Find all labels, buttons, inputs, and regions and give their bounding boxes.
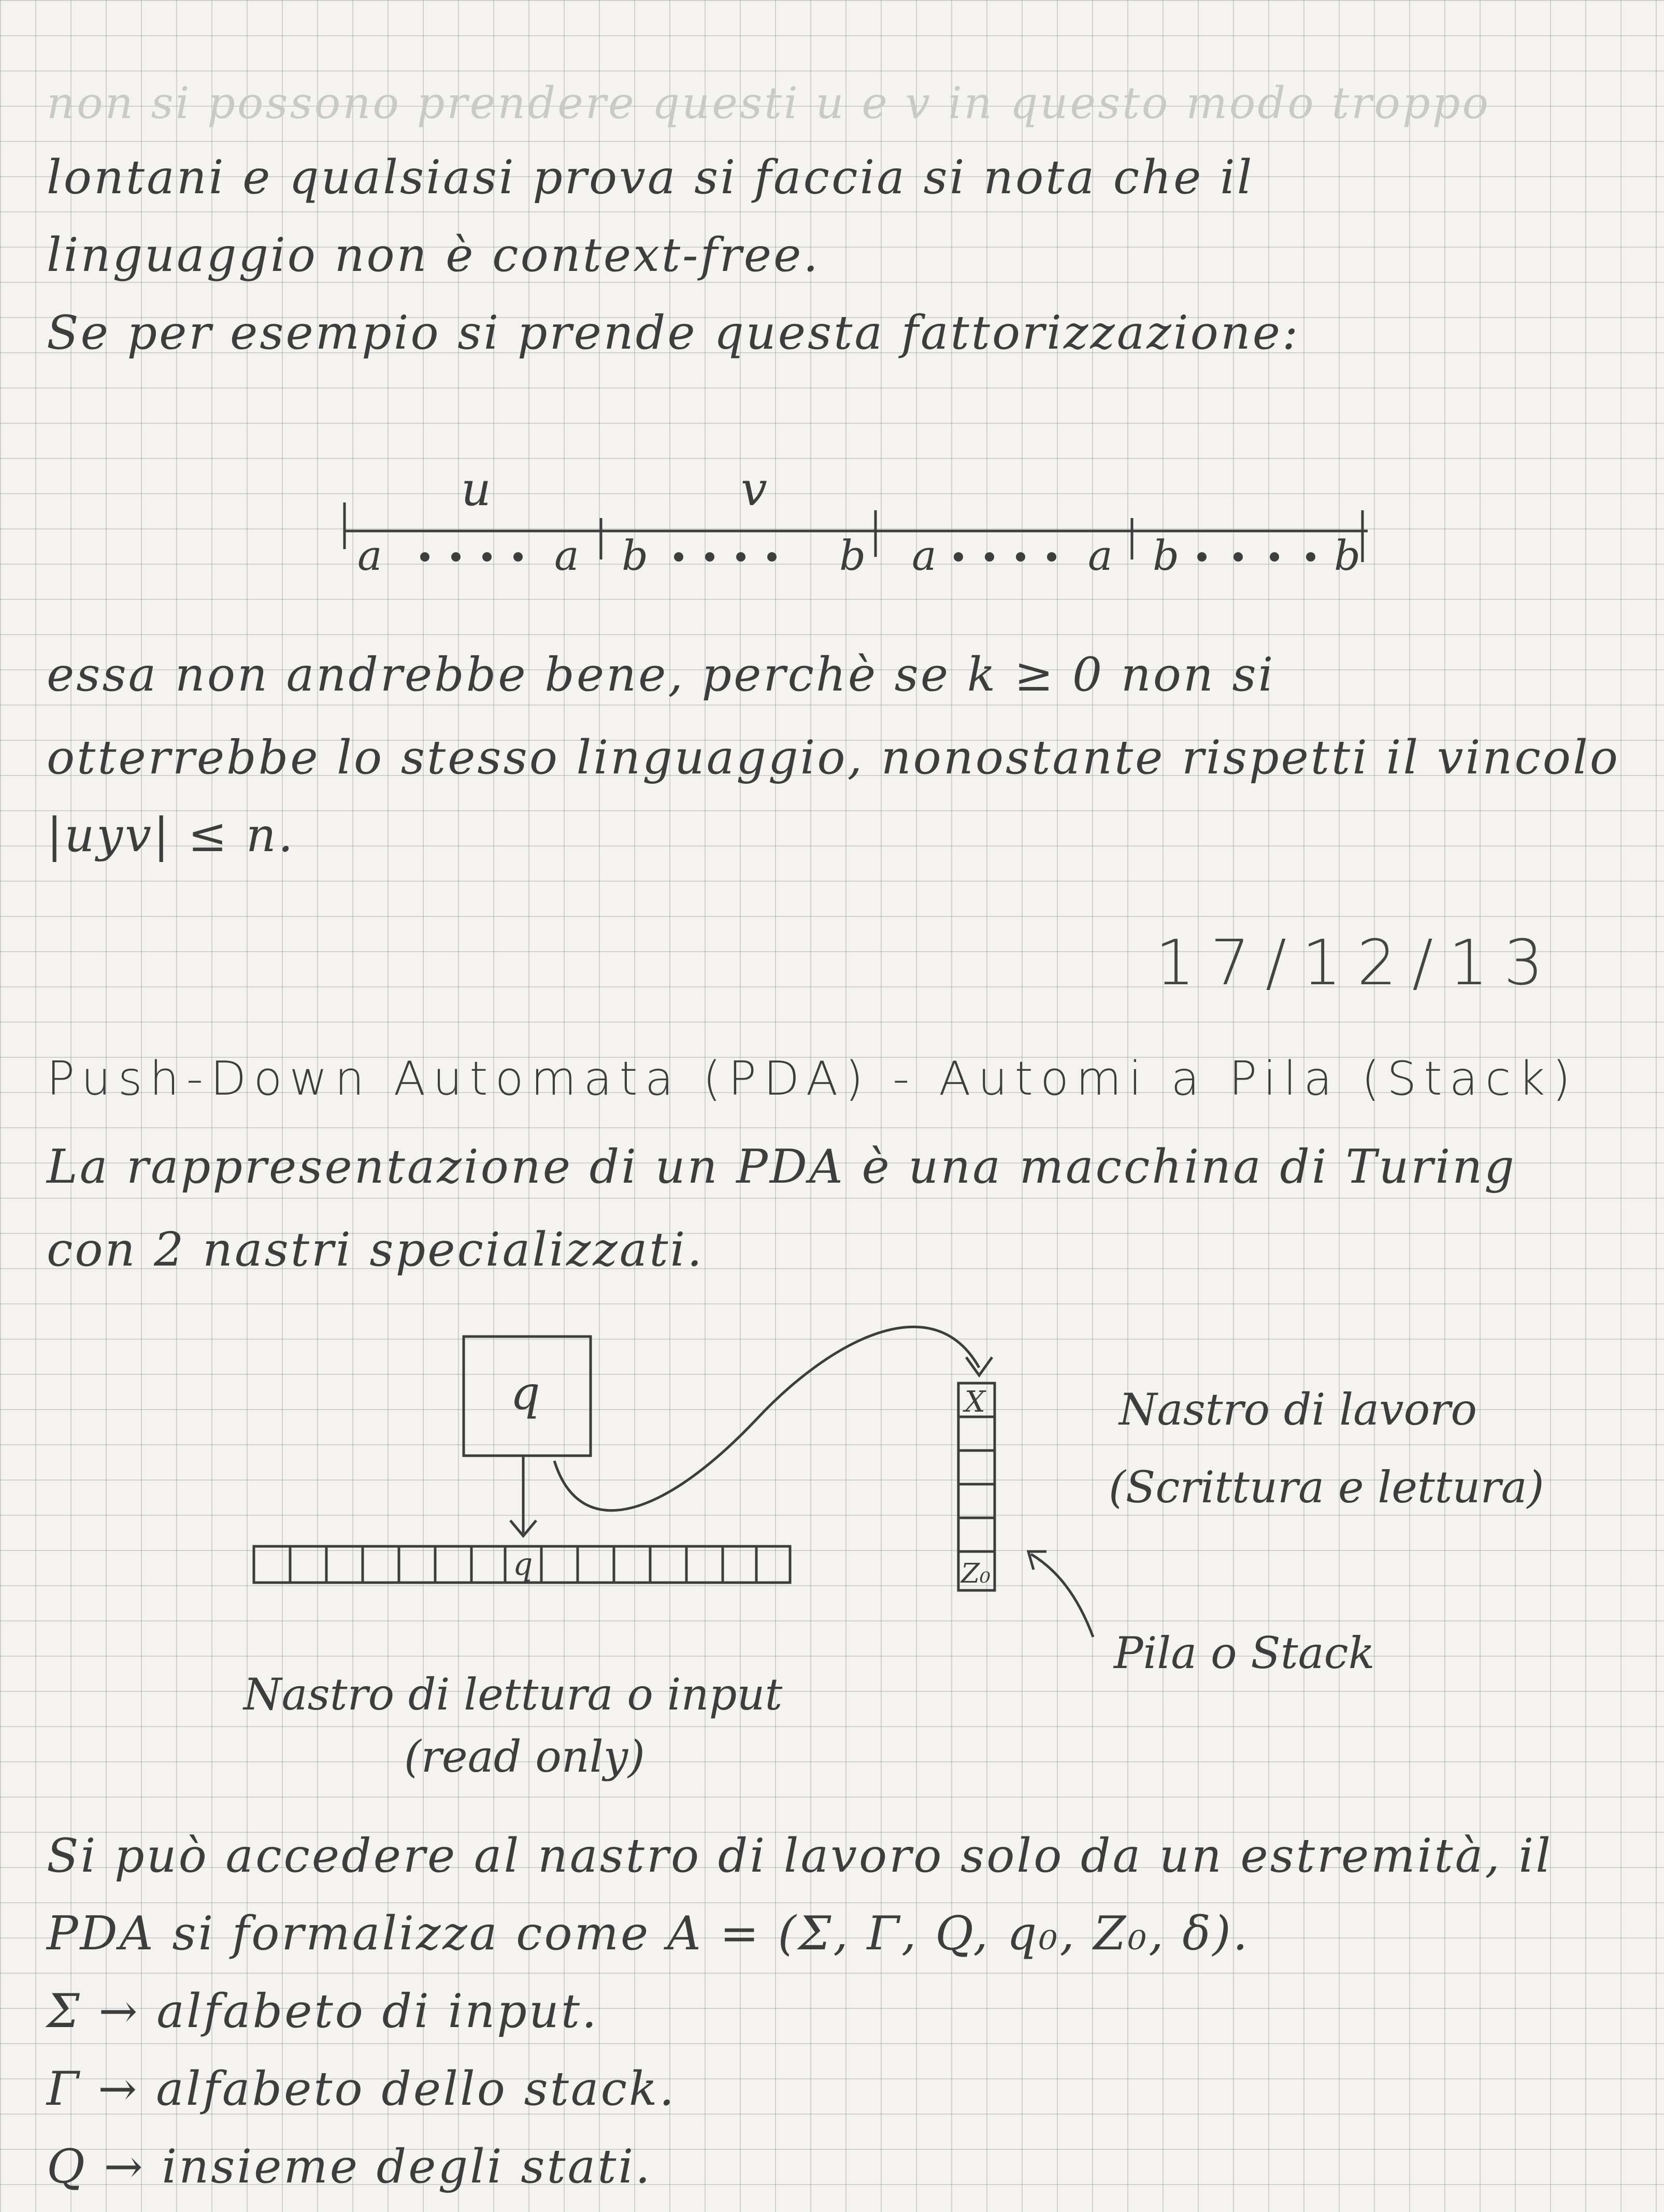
text-line: Γ → alfabeto dello stack. [47,2062,677,2116]
text-line: Q → insieme degli stati. [47,2139,652,2194]
text-line: Si può accedere al nastro di lavoro solo da un estremità, il [47,1829,1553,1883]
input-tape-sublabel: (read only) [404,1731,645,1782]
symbol: a [357,532,382,580]
symbol: b [1153,532,1180,580]
stack-bottom-label: Z₀ [961,1558,991,1589]
text-line: PDA si formalizza come A = (Σ, Γ, Q, q₀, Z₀, δ). [47,1906,1250,1961]
symbol: b [1334,532,1361,580]
text-line: linguaggio non è context-free. [47,228,820,282]
work-tape-label: Nastro di lavoro [1119,1384,1477,1435]
faded-line: non si possono prendere questi u e v in questo modo troppo [47,78,1491,128]
u-label: u [461,462,491,516]
text-line: con 2 nastri specializzati. [47,1223,704,1277]
symbol: a [912,532,937,580]
input-tape-label: Nastro di lettura o input [243,1669,783,1720]
text-line: La rappresentazione di un PDA è una macchina di Turing [47,1140,1516,1194]
text-line: lontani e qualsiasi prova si faccia si nota che il [47,150,1254,205]
symbol: a [554,532,579,580]
v-label: v [741,462,767,516]
symbol: b [839,532,866,580]
state-label: q [510,1366,540,1420]
stack-top-label: X [965,1385,985,1419]
section-heading: Push-Down Automata (PDA) - Automi a Pila (Stack) [47,1052,1578,1106]
date: 17/12/13 [1155,927,1559,999]
symbol: a [1088,532,1113,580]
symbol: b [622,532,649,580]
text-line: |uyv| ≤ n. [47,808,295,863]
text-line: otterrebbe lo stesso linguaggio, nonostante rispetti il vincolo [47,730,1620,785]
head-label: q [513,1546,533,1583]
text-line: Σ → alfabeto di input. [47,1984,599,2038]
stack-label: Pila o Stack [1114,1628,1375,1678]
text-line: Se per esempio si prende questa fattorizzazione: [47,306,1300,360]
text-line: essa non andrebbe bene, perchè se k ≥ 0 non si [47,648,1275,702]
work-tape-sublabel: (Scrittura e lettura) [1109,1462,1544,1513]
